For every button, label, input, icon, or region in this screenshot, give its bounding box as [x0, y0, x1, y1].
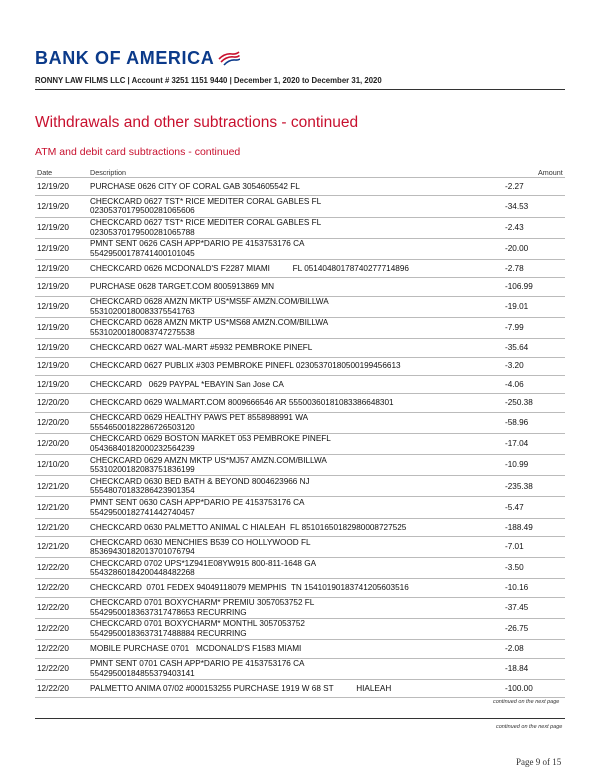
transaction-description: CHECKCARD 0629 HEALTHY PAWS PET 8558988991 WA 55546500182286726503120: [90, 413, 309, 432]
transaction-description: PMNT SENT 0626 CASH APP*DARIO PE 4153753176 CA 55429500178741400101045: [90, 239, 305, 258]
table-row: [35, 557, 565, 578]
transaction-date: 12/20/20: [37, 398, 69, 408]
transactions-table: [35, 177, 565, 698]
transaction-amount: -4.06: [505, 379, 524, 389]
table-row: [35, 658, 565, 679]
transaction-description: CHECKCARD 0627 TST* RICE MEDITER CORAL GABLES FL 02305370179500281065788: [90, 218, 322, 237]
table-row: [35, 578, 565, 596]
table-row: [35, 277, 565, 295]
transaction-description: CHECKCARD 0630 MENCHIES B539 CO HOLLYWOOD FL 85369430182013701076794: [90, 537, 311, 557]
transaction-description: CHECKCARD 0629 PAYPAL *EBAYIN San Jose CA: [90, 379, 284, 389]
transaction-date: 12/22/20: [37, 644, 69, 654]
table-row: [35, 639, 565, 657]
transaction-date: 12/21/20: [37, 481, 69, 491]
transaction-amount: -3.20: [505, 361, 524, 371]
transaction-description: CHECKCARD 0628 AMZN MKTP US*MS68 AMZN.COM/BILLWA 55310200180083747275538: [90, 318, 329, 338]
table-row: [35, 536, 565, 557]
table-row: [35, 357, 565, 375]
transaction-date: 12/22/20: [37, 563, 69, 573]
transaction-description: CHECKCARD 0627 WAL-MART #5932 PEMBROKE PINEFL: [90, 343, 313, 352]
table-row: [35, 433, 565, 454]
transaction-amount: -250.38: [505, 398, 533, 408]
transaction-description: CHECKCARD 0629 AMZN MKTP US*MJ57 AMZN.COM/BILLWA 55310200182083751836199: [90, 455, 327, 475]
transaction-description: CHECKCARD 0630 PALMETTO ANIMAL C HIALEAH FL 85101650182980008727525: [90, 522, 407, 532]
transaction-description: CHECKCARD 0627 TST* RICE MEDITER CORAL GABLES FL 02305370179500281065606: [90, 196, 322, 216]
transaction-date: 12/19/20: [37, 323, 69, 333]
transaction-date: 12/19/20: [37, 263, 69, 273]
column-header-date: Date: [37, 168, 53, 177]
transaction-description: CHECKCARD 0628 AMZN MKTP US*MS5F AMZN.COM/BILLWA 55310200180083375541763: [90, 297, 329, 316]
transaction-amount: -3.50: [505, 563, 524, 573]
column-header-amount: Amount: [538, 168, 563, 177]
table-row: [35, 296, 565, 317]
table-row: [35, 195, 565, 216]
bank-name: BANK OF AMERICA: [35, 48, 215, 68]
transaction-description: CHECKCARD 0701 BOXYCHARM* PREMIU 3057053752 FL 55429500183637317478653 RECURRING: [90, 598, 315, 617]
table-row: [35, 375, 565, 393]
transaction-description: CHECKCARD 0627 PUBLIX #303 PEMBROKE PINEFL 02305370180500199456613: [90, 361, 401, 371]
transaction-date: 12/10/20: [37, 460, 69, 470]
transaction-amount: -2.78: [505, 263, 524, 273]
transaction-description: PMNT SENT 0701 CASH APP*DARIO PE 4153753176 CA 55429500184855379403141: [90, 659, 305, 678]
transaction-amount: -19.01: [505, 302, 529, 312]
transaction-amount: -37.45: [505, 603, 529, 613]
column-header-description: Description: [90, 168, 126, 177]
transaction-date: 12/19/20: [37, 181, 69, 191]
account-summary-line: RONNY LAW FILMS LLC | Account # 3251 1151 9440 | December 1, 2020 to December 31, 2020: [35, 76, 382, 85]
transaction-amount: -7.01: [505, 542, 524, 552]
table-row: [35, 217, 565, 238]
transaction-date: 12/19/20: [37, 222, 69, 232]
table-row: [35, 338, 565, 356]
transaction-amount: -5.47: [505, 502, 524, 512]
transaction-date: 12/19/20: [37, 302, 69, 312]
transaction-amount: -58.96: [505, 417, 529, 427]
transaction-description: CHECKCARD 0629 BOSTON MARKET 053 PEMBROKE PINEFL 05436840182000232564239: [90, 434, 331, 453]
transaction-date: 12/19/20: [37, 343, 69, 352]
transaction-date: 12/19/20: [37, 282, 69, 292]
transaction-amount: -235.38: [505, 481, 533, 491]
transaction-amount: -20.00: [505, 244, 529, 254]
table-row: [35, 597, 565, 618]
continued-note-secondary: continued on the next page: [496, 724, 563, 730]
footer-divider: [35, 718, 565, 719]
transaction-description: PURCHASE 0628 TARGET.COM 8005913869 MN: [90, 282, 274, 292]
transaction-amount: -7.99: [505, 323, 524, 333]
table-row: [35, 393, 565, 411]
transaction-description: CHECKCARD 0701 FEDEX 94049118079 MEMPHIS TN 15410190183741205603516: [90, 583, 409, 593]
transaction-date: 12/22/20: [37, 603, 69, 613]
table-row: [35, 496, 565, 517]
page-number: Page 9 of 15: [516, 757, 562, 767]
transaction-description: PALMETTO ANIMA 07/02 #000153255 PURCHASE 1919 W 68 ST HIALEAH: [90, 683, 392, 693]
header-divider: [35, 89, 565, 90]
table-row: [35, 475, 565, 496]
transaction-date: 12/22/20: [37, 663, 69, 673]
transaction-amount: -35.64: [505, 343, 529, 352]
transaction-amount: -10.16: [505, 583, 529, 593]
continued-note: continued on the next page: [493, 699, 560, 705]
transaction-date: 12/22/20: [37, 624, 69, 634]
table-row: [35, 518, 565, 536]
transaction-date: 12/21/20: [37, 522, 69, 532]
bank-logo: [35, 46, 565, 70]
transaction-amount: -26.75: [505, 624, 529, 634]
transaction-description: PMNT SENT 0630 CASH APP*DARIO PE 4153753176 CA 55429500182741442740457: [90, 497, 305, 517]
transaction-date: 12/20/20: [37, 417, 69, 427]
table-row: [35, 317, 565, 338]
table-row: [35, 238, 565, 259]
transaction-amount: -34.53: [505, 201, 529, 211]
table-row: [35, 454, 565, 475]
transaction-amount: -2.27: [505, 181, 524, 191]
transaction-amount: -2.08: [505, 644, 524, 654]
transaction-description: PURCHASE 0626 CITY OF CORAL GAB 3054605542 FL: [90, 181, 300, 191]
statement-header: [35, 46, 565, 86]
transaction-description: CHECKCARD 0630 BED BATH & BEYOND 8004623966 NJ 55548070183286423901354: [90, 476, 310, 496]
transaction-date: 12/21/20: [37, 502, 69, 512]
transaction-description: CHECKCARD 0626 MCDONALD'S F2287 MIAMI FL 05140480178740277714896: [90, 263, 409, 273]
transaction-amount: -18.84: [505, 663, 529, 673]
transaction-amount: -17.04: [505, 439, 529, 449]
transaction-date: 12/21/20: [37, 542, 69, 552]
transaction-amount: -2.43: [505, 222, 524, 232]
transaction-description: CHECKCARD 0701 BOXYCHARM* MONTHL 3057053752 55429500183637317488884 RECURRING: [90, 619, 305, 639]
table-row: [35, 618, 565, 639]
transaction-date: 12/22/20: [37, 683, 69, 693]
transaction-date: 12/19/20: [37, 361, 69, 371]
transaction-date: 12/22/20: [37, 583, 69, 593]
subsection-title: ATM and debit card subtractions - continued: [35, 146, 241, 158]
transaction-description: CHECKCARD 0702 UPS*1Z941E08YW915 800-811-1648 GA 55432860184200448482268: [90, 558, 317, 578]
transaction-description: MOBILE PURCHASE 0701 MCDONALD'S F1583 MIAMI: [90, 644, 302, 654]
table-row: [35, 679, 565, 698]
flag-icon: [218, 50, 240, 66]
table-row: [35, 412, 565, 433]
transaction-amount: -188.49: [505, 522, 533, 532]
transaction-date: 12/20/20: [37, 439, 69, 449]
section-title: Withdrawals and other subtractions - continued: [35, 114, 359, 131]
transaction-date: 12/19/20: [37, 244, 69, 254]
transaction-date: 12/19/20: [37, 201, 69, 211]
transaction-amount: -10.99: [505, 460, 529, 470]
table-row: [35, 177, 565, 195]
transaction-amount: -106.99: [505, 282, 533, 292]
transaction-amount: -100.00: [505, 683, 533, 693]
transaction-date: 12/19/20: [37, 379, 69, 389]
table-row: [35, 259, 565, 277]
transaction-description: CHECKCARD 0629 WALMART.COM 8009666546 AR 55500360181083386648301: [90, 398, 394, 408]
